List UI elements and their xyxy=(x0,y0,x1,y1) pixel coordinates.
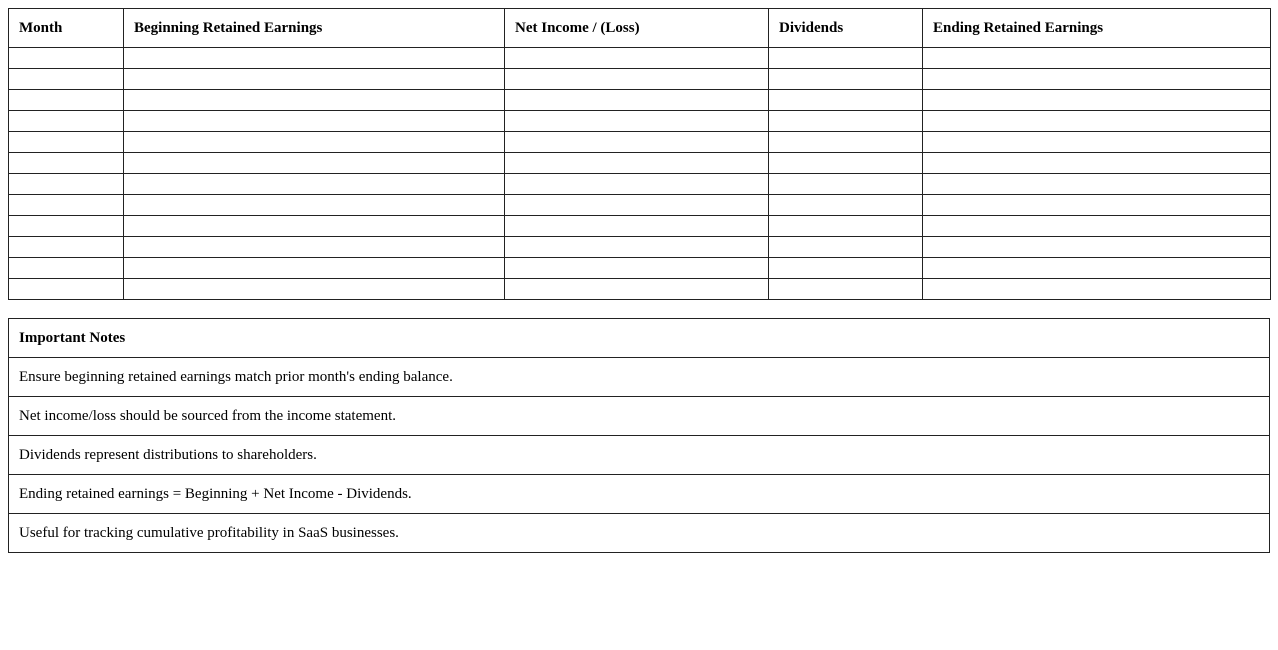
dividends-cell xyxy=(769,258,923,279)
retained-earnings-table xyxy=(8,8,1271,300)
month-cell xyxy=(9,153,124,174)
net-income-loss-cell xyxy=(505,90,769,111)
beginning-retained-earnings-cell xyxy=(124,216,505,237)
beginning-retained-earnings-cell xyxy=(124,279,505,300)
note-row xyxy=(9,358,1270,397)
note-text: Useful for tracking cumulative profitability in SaaS businesses. xyxy=(9,514,1270,553)
month-cell xyxy=(9,174,124,195)
net-income-loss-cell xyxy=(505,279,769,300)
beginning-retained-earnings-cell xyxy=(124,111,505,132)
table-row xyxy=(9,132,1271,153)
table-row xyxy=(9,216,1271,237)
dividends-cell xyxy=(769,237,923,258)
ending-retained-earnings-cell xyxy=(923,153,1271,174)
month-cell xyxy=(9,195,124,216)
beginning-retained-earnings-cell xyxy=(124,90,505,111)
ending-retained-earnings-cell xyxy=(923,132,1271,153)
net-income-loss-cell xyxy=(505,174,769,195)
note-row xyxy=(9,514,1270,553)
notes-body xyxy=(9,358,1270,553)
month-cell xyxy=(9,258,124,279)
month-cell xyxy=(9,69,124,90)
dividends-cell xyxy=(769,216,923,237)
net-income-loss-cell xyxy=(505,132,769,153)
important-notes-table xyxy=(8,318,1270,553)
table-row xyxy=(9,69,1271,90)
beginning-retained-earnings-cell xyxy=(124,258,505,279)
table-row xyxy=(9,90,1271,111)
note-text: Net income/loss should be sourced from the income statement. xyxy=(9,397,1270,436)
header-month: Month xyxy=(9,9,124,48)
net-income-loss-cell xyxy=(505,69,769,90)
header-beginning-retained-earnings: Beginning Retained Earnings xyxy=(124,9,505,48)
ending-retained-earnings-cell xyxy=(923,48,1271,69)
net-income-loss-cell xyxy=(505,48,769,69)
note-row xyxy=(9,436,1270,475)
dividends-cell xyxy=(769,195,923,216)
table-row xyxy=(9,195,1271,216)
dividends-cell xyxy=(769,153,923,174)
table-row xyxy=(9,237,1271,258)
dividends-cell xyxy=(769,90,923,111)
ending-retained-earnings-cell xyxy=(923,90,1271,111)
table-header-row xyxy=(9,9,1271,48)
table-row xyxy=(9,174,1271,195)
ending-retained-earnings-cell xyxy=(923,195,1271,216)
net-income-loss-cell xyxy=(505,258,769,279)
month-cell xyxy=(9,237,124,258)
month-cell xyxy=(9,132,124,153)
beginning-retained-earnings-cell xyxy=(124,237,505,258)
ending-retained-earnings-cell xyxy=(923,69,1271,90)
dividends-cell xyxy=(769,48,923,69)
table-row xyxy=(9,258,1271,279)
net-income-loss-cell xyxy=(505,195,769,216)
notes-title: Important Notes xyxy=(9,319,1270,358)
header-ending-retained-earnings: Ending Retained Earnings xyxy=(923,9,1271,48)
dividends-cell xyxy=(769,111,923,132)
month-cell xyxy=(9,48,124,69)
table-row xyxy=(9,111,1271,132)
note-text: Ending retained earnings = Beginning + Net Income - Dividends. xyxy=(9,475,1270,514)
dividends-cell xyxy=(769,279,923,300)
net-income-loss-cell xyxy=(505,237,769,258)
beginning-retained-earnings-cell xyxy=(124,132,505,153)
header-net-income-loss: Net Income / (Loss) xyxy=(505,9,769,48)
note-text: Ensure beginning retained earnings match prior month's ending balance. xyxy=(9,358,1270,397)
month-cell xyxy=(9,279,124,300)
table-row xyxy=(9,279,1271,300)
ending-retained-earnings-cell xyxy=(923,174,1271,195)
beginning-retained-earnings-cell xyxy=(124,195,505,216)
ending-retained-earnings-cell xyxy=(923,258,1271,279)
net-income-loss-cell xyxy=(505,216,769,237)
note-row xyxy=(9,397,1270,436)
net-income-loss-cell xyxy=(505,111,769,132)
net-income-loss-cell xyxy=(505,153,769,174)
dividends-cell xyxy=(769,132,923,153)
header-dividends: Dividends xyxy=(769,9,923,48)
dividends-cell xyxy=(769,69,923,90)
ending-retained-earnings-cell xyxy=(923,111,1271,132)
beginning-retained-earnings-cell xyxy=(124,48,505,69)
ending-retained-earnings-cell xyxy=(923,279,1271,300)
table-body xyxy=(9,48,1271,300)
notes-header-row xyxy=(9,319,1270,358)
note-row xyxy=(9,475,1270,514)
month-cell xyxy=(9,111,124,132)
dividends-cell xyxy=(769,174,923,195)
month-cell xyxy=(9,216,124,237)
table-row xyxy=(9,48,1271,69)
ending-retained-earnings-cell xyxy=(923,216,1271,237)
note-text: Dividends represent distributions to shareholders. xyxy=(9,436,1270,475)
beginning-retained-earnings-cell xyxy=(124,153,505,174)
table-row xyxy=(9,153,1271,174)
beginning-retained-earnings-cell xyxy=(124,174,505,195)
ending-retained-earnings-cell xyxy=(923,237,1271,258)
beginning-retained-earnings-cell xyxy=(124,69,505,90)
month-cell xyxy=(9,90,124,111)
